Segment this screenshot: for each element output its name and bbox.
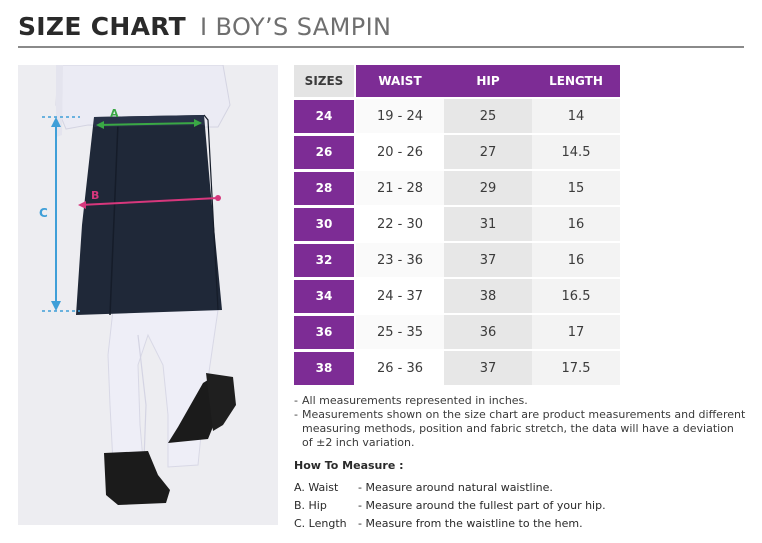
- note-item: - Measurements shown on the size chart are product measurements and different measuring methods, position and fabric stretch, the data will have a deviation of ±2 inch variation.: [294, 408, 746, 449]
- note-text: All measurements represented in inches.: [302, 394, 528, 407]
- length-cell: 17: [532, 313, 620, 349]
- hip-cell: 25: [444, 97, 532, 133]
- size-cell: 38: [294, 352, 354, 385]
- title-subtitle: I BOY’S SAMPIN: [200, 13, 392, 41]
- page-title: [18, 12, 391, 46]
- size-table: [294, 65, 620, 385]
- table-row: [294, 349, 620, 385]
- length-cell: 16: [532, 241, 620, 277]
- how-to-item: [294, 478, 606, 496]
- size-cell: 28: [294, 172, 354, 205]
- header-hip: HIP: [444, 65, 532, 97]
- length-cell: 16.5: [532, 277, 620, 313]
- waist-cell: 25 - 35: [356, 313, 444, 349]
- title-main: SIZE CHART: [18, 12, 187, 41]
- how-to-text: - Measure around the fullest part of your hip.: [358, 498, 606, 512]
- table-row: [294, 205, 620, 241]
- size-cell: 24: [294, 100, 354, 133]
- waist-cell: 24 - 37: [356, 277, 444, 313]
- waist-cell: 19 - 24: [356, 97, 444, 133]
- label-a: A: [110, 107, 119, 120]
- size-cell: 26: [294, 136, 354, 169]
- how-to-title: How To Measure :: [294, 459, 404, 472]
- how-to-label: A. Waist: [294, 480, 339, 494]
- length-cell: 15: [532, 169, 620, 205]
- how-to-item: [294, 514, 606, 532]
- hip-cell: 37: [444, 241, 532, 277]
- table-row: [294, 133, 620, 169]
- table-row: [294, 241, 620, 277]
- table-row: [294, 97, 620, 133]
- note-text: Measurements shown on the size chart are product measurements and different measuring methods, position and fabric stretch, the data will have a deviation of ±2 inch variation.: [302, 408, 746, 449]
- length-cell: 17.5: [532, 349, 620, 385]
- hip-cell: 27: [444, 133, 532, 169]
- size-cell: 36: [294, 316, 354, 349]
- table-row: [294, 313, 620, 349]
- label-b: B: [91, 189, 100, 202]
- waist-cell: 20 - 26: [356, 133, 444, 169]
- length-cell: 14.5: [532, 133, 620, 169]
- size-cell: 30: [294, 208, 354, 241]
- hip-cell: 31: [444, 205, 532, 241]
- how-to-text: - Measure from the waistline to the hem.: [358, 516, 583, 530]
- header-sizes: SIZES: [294, 65, 356, 97]
- waist-cell: 26 - 36: [356, 349, 444, 385]
- hip-cell: 36: [444, 313, 532, 349]
- waist-cell: 22 - 30: [356, 205, 444, 241]
- table-header-row: [294, 65, 620, 97]
- waist-cell: 23 - 36: [356, 241, 444, 277]
- size-cell: 34: [294, 280, 354, 313]
- title-divider: [18, 46, 744, 48]
- how-to-label: B. Hip: [294, 498, 327, 512]
- how-to-text: - Measure around natural waistline.: [358, 480, 553, 494]
- header-length: LENGTH: [532, 65, 620, 97]
- notes: [294, 394, 746, 450]
- table-row: [294, 277, 620, 313]
- length-cell: 16: [532, 205, 620, 241]
- product-photo: [18, 65, 278, 525]
- how-to-label: C. Length: [294, 516, 347, 530]
- how-to-item: [294, 496, 606, 514]
- size-cell: 32: [294, 244, 354, 277]
- hip-cell: 29: [444, 169, 532, 205]
- hip-cell: 38: [444, 277, 532, 313]
- hip-cell: 37: [444, 349, 532, 385]
- measurement-diagram: [18, 65, 278, 525]
- header-waist: WAIST: [356, 65, 444, 97]
- length-cell: 14: [532, 97, 620, 133]
- note-item: - All measurements represented in inches.: [294, 394, 528, 407]
- label-c: C: [39, 206, 48, 220]
- waist-cell: 21 - 28: [356, 169, 444, 205]
- table-row: [294, 169, 620, 205]
- how-to-measure: [294, 459, 606, 532]
